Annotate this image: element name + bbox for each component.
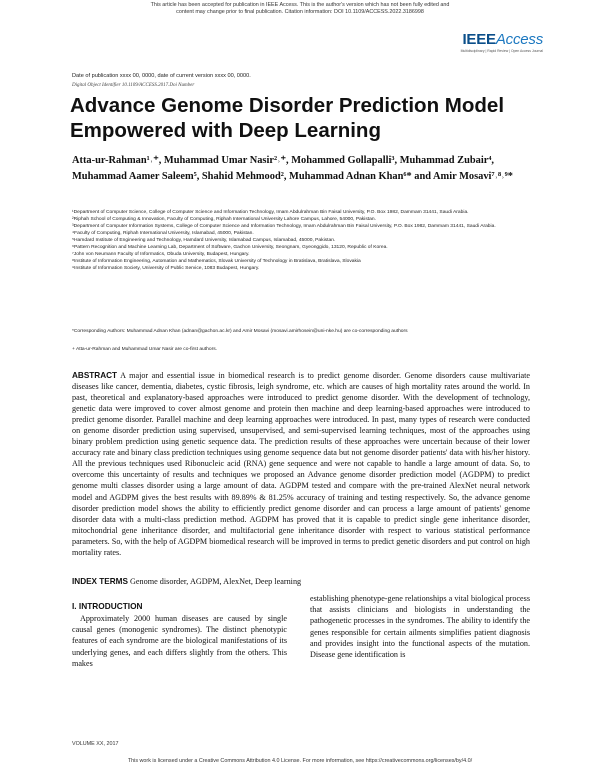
affiliation-item: ⁵Hamdard Institute of Engineering and Technology, Hamdard University, Islamabad Campus, Islamabad, 45000, Pakistan. xyxy=(72,238,336,243)
affiliation-item: ⁴Faculty of Computing, Riphah International University, Islamabad, 45000, Pakistan. xyxy=(72,231,254,236)
index-terms xyxy=(72,577,530,586)
co-first-authors-note: + Atta-ur-Rahman and Muhammad Umar Nasir are co-first authors. xyxy=(72,347,218,352)
affiliation-item: ⁸Institute of Information Engineering, Automation and Mathematics, Slovak University of Technology in Bratislava, Bratislava, Slovakia xyxy=(72,259,361,264)
abstract-text: A major and essential issue in biomedical research is to predict genome disorder. Genome disorders cause multivariate diseases like cancer, dementia, diabetes, cystic fibrosis, leigh syndrome, etc. which are causes of high mortality rates around the world. In past, theoretical and explanatory-based approaches were introduced to predict genome disorder. With the development of technology, genetic data were improved to cover almost genome and protein then machine and deep learning-based approaches were introduced to predict genome disorder. Parallel machine and deep learning approaches were introduced. In past, many types of research were conducted on genome disorder prediction using supervised, unsupervised, and semi-supervised learning techniques, most of the approaches using binary problem prediction using genetic sequence data. The prediction results of these approaches were uncertain because of their lower accuracy rate and binary class prediction techniques using genome sequence data but not genome disorder patients' data with his/her history. All the previous techniques used Ribonucleic acid (RNA) gene sequence and were not capable to handle a large amount of data. So, to overcome this uncertainty of results and techniques we proposed an Advance genome disorder prediction model (AGDPM) to predict genome multi classes disorder using a large amount of data. AGDPM tested and compare with the pre-trained AlexNet neural network model and AGDPM gives the best results with 89.89% & 81.25% accuracy of training and testing respectively. So, the advance genome disorder prediction model shows the ability to efficiently predict genome disorder and can process a large amount of patients' genome disorder data with a multi-class prediction method. AGDPM has proved that it is capable to predict single gene inheritance disorder, mitochondrial gene inheritance disorder, and multifactorial gene inheritance disorder with respect to various statistical performance parameters. So, with the help of AGDPM biomedical research will be improved in terms to predict genetic disorders and put control on high mortality rates. xyxy=(72,371,530,557)
logo-accent: Access xyxy=(495,31,543,48)
affiliation-list xyxy=(72,209,530,272)
notice-line-2: content may change prior to final publication. Citation information: DOI 10.1109/ACCESS.2022.3186998 xyxy=(176,9,424,15)
corresponding-authors: *Corresponding Authors: Muhammad Adnan Khan (adnan@gachon.ac.kr) and Amir Mosavi (mosavi.amirhosein@uni-nke.hu) are co-corresponding authors xyxy=(72,329,408,334)
affiliation-item: ³Department of Computer Information Systems, College of Computer Science and Information Technology, Imam Abdulrahman Bin Faisal University, P.O. Box 1982, Dammam 31441, Saudi Arabia. xyxy=(72,224,496,229)
publication-notice xyxy=(0,2,600,16)
abstract-label: ABSTRACT xyxy=(72,371,118,380)
intro-paragraph-left: Approximately 2000 human diseases are caused by single causal genes (monogenic syndromes). The distinct phenotypic features of each syndrome are the biological manifestations of its underlying genes, and each differs slightly from the others. This makes xyxy=(72,614,287,668)
publication-dateline: Date of publication xxxx 00, 0000, date of current version xxxx 00, 0000. xyxy=(72,73,251,79)
affiliation-item: ⁷John von Neumann Faculty of Informatics, Obuda University, Budapest, Hungary. xyxy=(72,252,250,257)
intro-paragraph-right: establishing phenotype-gene relationships a vital biological process that assists clinicians and biologists in understanding the pathogenetic processes in the syndromes. The ability to identify the genes responsible for certain ailments simplifies patient diagnosis and provides insight into the functional aspects of the mutation. Disease gene identification is xyxy=(310,594,530,660)
volume-footer: VOLUME XX, 2017 xyxy=(72,741,119,747)
paper-title: Advance Genome Disorder Prediction Model Empowered with Deep Learning xyxy=(70,94,505,142)
doi-line: Digital Object Identifier 10.1109/ACCESS.2017.Doi Number xyxy=(72,83,195,88)
logo-brand: IEEE xyxy=(462,31,496,48)
ieee-access-logo xyxy=(461,31,543,53)
license-footer: This work is licensed under a Creative Commons Attribution 4.0 License. For more information, see https://creativecommons.org/licenses/by/4.0/ xyxy=(127,758,473,764)
affiliation-item: ¹Department of Computer Science, College of Computer Science and Information Technology, Imam Abdulrahman Bin Faisal University, P.O. Box 1982, Dammam 31441, Saudi Arabia. xyxy=(72,210,469,215)
index-terms-text: Genome disorder, AGDPM, AlexNet, Deep learning xyxy=(130,577,302,586)
notice-line-1: This article has been accepted for publication in IEEE Access. This is the author's version which has not been fully edited and xyxy=(150,2,450,8)
body-column-left xyxy=(72,601,287,669)
logo-tagline: Multidisciplinary | Rapid Review | Open Access Journal xyxy=(460,49,543,53)
section-heading-introduction: I. INTRODUCTION xyxy=(72,601,143,611)
index-terms-label: INDEX TERMS xyxy=(72,577,128,586)
abstract xyxy=(72,370,530,558)
affiliation-item: ⁶Pattern Recognition and Machine Learning Lab, Department of Software, Gachon University, Seongnam, Gyeonggido, 13120, Republic of Korea. xyxy=(72,245,388,250)
affiliation-item: ⁹Institute of Information Society, University of Public Service, 1083 Budapest, Hungary. xyxy=(72,266,260,271)
body-column-right xyxy=(310,593,530,660)
author-list: Atta-ur-Rahman¹˒⁺, Muhammad Umar Nasir²˒⁺, Mohammed Gollapalli³, Muhammad Zubair⁴, Muhammad Aamer Saleem⁵, Shahid Mehmood², Muhammad Adnan Khan⁶* and Amir Mosavi⁷˒⁸˒⁹* xyxy=(72,155,513,182)
affiliation-item: ²Riphah School of Computing & Innovation, Faculty of Computing, Riphah International University Lahore Campus, Lahore, 54000, Pakistan. xyxy=(72,217,376,222)
